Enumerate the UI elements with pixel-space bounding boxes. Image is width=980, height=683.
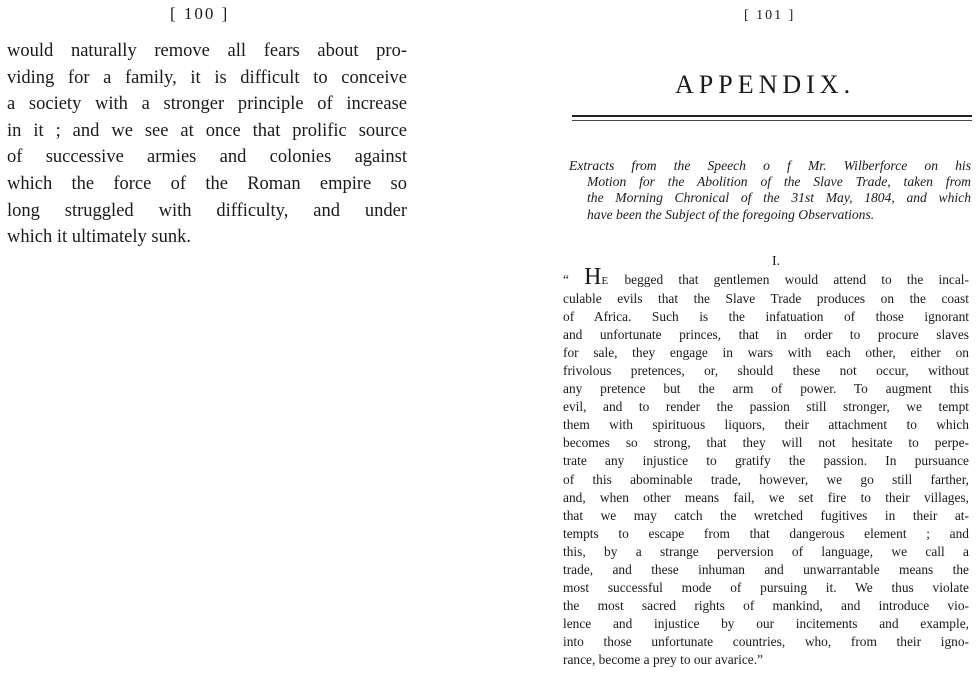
speech-line: and unfortunate princes, that in order to procure slaves [563,327,969,343]
speech-line: for sale, they engage in wars with each other, either on [563,345,969,361]
right-page-number: [ 101 ] [744,8,796,23]
speech-line: tempts to escape from that dangerous element ; and [563,525,969,541]
speech-text [563,264,969,669]
speech-line: that we may catch the wretched fugitives in their at- [563,507,969,523]
speech-line: of Africa. Such is the infatuation of those ignorant [563,309,969,325]
extract-line: Motion for the Abolition of the Slave Trade, taken from [587,174,971,190]
title-rule-thin [572,120,972,121]
speech-line: culable evils that the Slave Trade produces on the coast [563,291,969,307]
first-line-rest: begged that gentlemen would attend to the incal- [609,272,969,287]
drop-letter: H [584,264,602,290]
right-page [555,0,980,683]
speech-line: the most sacred rights of mankind, and introduce vio- [563,597,969,613]
section-number: I. [772,254,781,269]
small-cap-letter: E [601,275,610,287]
speech-line: any pretence but the arm of power. To augment this [563,381,969,397]
speech-first-line [563,264,969,290]
left-page-body [7,38,407,251]
body-line: which the force of the Roman empire so [7,173,407,194]
open-quote: “ [563,272,585,287]
body-line: would naturally remove all fears about pro- [7,41,407,61]
body-line: which it ultimately sunk. [7,227,191,248]
body-line: of successive armies and colonies against [7,147,407,168]
extract-line: the Morning Chronical of the 31st May, 1804, and which [587,190,971,206]
speech-line: into those unfortunate countries, who, from their igno- [563,633,969,649]
speech-line: trade, and these inhuman and unwarrantable means the [563,561,969,577]
speech-line: evil, and to render the passion still stronger, we tempt [563,399,969,415]
body-line: in it ; and we see at once that prolific source [7,120,407,141]
speech-line: frivolous pretences, or, should these not occur, without [563,363,969,379]
body-line: a society with a stronger principle of increase [7,94,407,115]
speech-line: rance, become a prey to our avarice.” [563,651,763,667]
speech-line: most successful mode of pursuing it. We thus violate [563,579,969,595]
title-rule-thick [572,115,972,117]
appendix-title: APPENDIX. [675,70,856,99]
body-line: viding for a family, it is difficult to conceive [7,67,407,88]
speech-line: them with spirituous liquors, their attachment to which [563,417,969,433]
extract-line: have been the Subject of the foregoing Observations. [587,206,875,222]
extract-heading [569,158,971,223]
speech-line: lence and injustice by our incitements and example, [563,615,969,631]
extract-line: Extracts from the Speech o f Mr. Wilberforce on his [569,158,971,173]
speech-line: this, by a strange perversion of language, we call a [563,543,969,559]
speech-line: becomes so strong, that they will not hesitate to perpe- [563,435,969,451]
left-page [0,0,450,683]
body-line: long struggled with difficulty, and under [7,200,407,221]
speech-line: and, when other means fail, we set fire to their villages, [563,489,969,505]
left-page-number: [ 100 ] [170,4,230,23]
speech-line: trate any injustice to gratify the passion. In pursuance [563,453,969,469]
speech-line: of this abominable trade, however, we go still farther, [563,471,969,487]
